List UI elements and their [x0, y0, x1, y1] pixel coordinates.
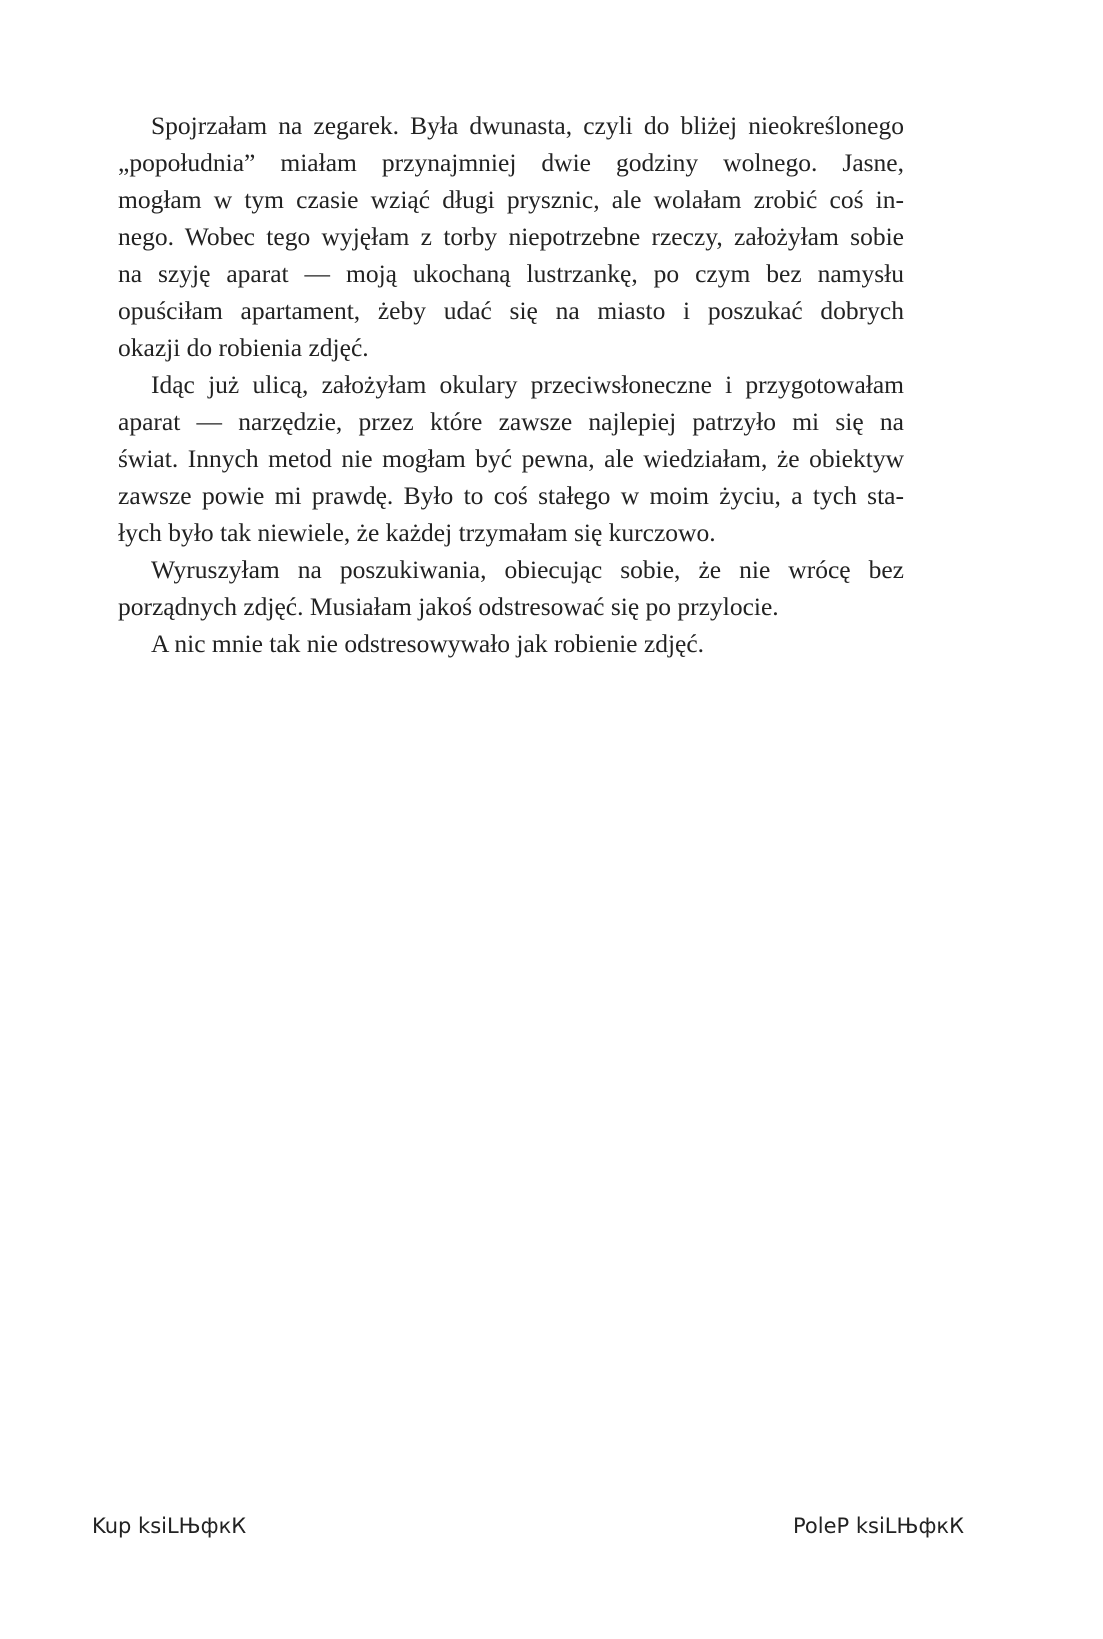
page-text [118, 107, 904, 662]
text-line: aparat — narzędzie, przez które zawsze najlepiej patrzyło mi się na [118, 407, 904, 436]
paragraph-1 [118, 107, 904, 366]
paragraph-4 [118, 625, 904, 662]
text-line: łych było tak niewiele, że każdej trzymałam się kurczowo. [118, 518, 716, 547]
buy-book-link[interactable]: Kup ksiLЊфкК [92, 1514, 247, 1538]
text-line: mogłam w tym czasie wziąć długi prysznic, ale wolałam zrobić coś in- [118, 185, 904, 214]
text-line: A nic mnie tak nie odstresowywało jak robienie zdjęć. [151, 629, 705, 658]
text-line: „popołudnia” miałam przynajmniej dwie godziny wolnego. Jasne, [118, 148, 904, 177]
text-line: Spojrzałam na zegarek. Była dwunasta, czyli do bliżej nieokreślonego [151, 111, 904, 140]
paragraph-2 [118, 366, 904, 551]
text-line: porządnych zdjęć. Musiałam jakoś odstresować się po przylocie. [118, 592, 779, 621]
text-line: zawsze powie mi prawdę. Było to coś stałego w moim życiu, a tych sta- [118, 481, 904, 510]
recommend-book-link[interactable]: PoleР ksiLЊфкК [793, 1514, 964, 1538]
text-line: nego. Wobec tego wyjęłam z torby niepotrzebne rzeczy, założyłam sobie [118, 222, 904, 251]
text-line: Idąc już ulicą, założyłam okulary przeciwsłoneczne i przygotowałam [151, 370, 904, 399]
paragraph-3 [118, 551, 904, 625]
text-line: na szyję aparat — moją ukochaną lustrzankę, po czym bez namysłu [118, 259, 904, 288]
text-line: świat. Innych metod nie mogłam być pewna, ale wiedziałam, że obiektyw [118, 444, 904, 473]
text-line: okazji do robienia zdjęć. [118, 333, 369, 362]
text-line: opuściłam apartament, żeby udać się na miasto i poszukać dobrych [118, 296, 904, 325]
text-line: Wyruszyłam na poszukiwania, obiecując sobie, że nie wrócę bez [151, 555, 904, 584]
